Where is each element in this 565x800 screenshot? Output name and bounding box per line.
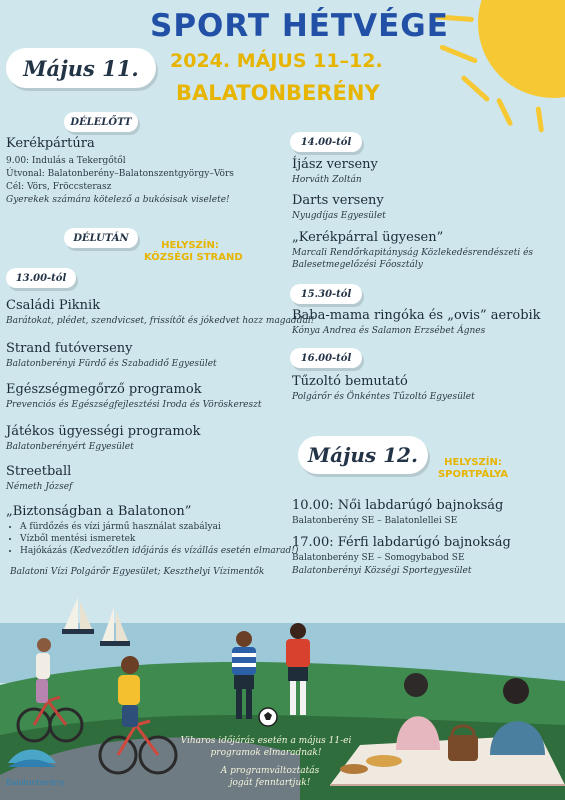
- safety-title: „Biztonságban a Balatonon”: [6, 504, 192, 519]
- run-note: Balatonberényi Fürdő és Szabadidő Egyesület: [6, 359, 217, 369]
- picnic-title: Családi Piknik: [6, 298, 101, 313]
- health-note: Prevenciós és Egészségfejlesztési Iroda és Vöröskereszt: [6, 400, 262, 410]
- streetball-title: Streetball: [6, 464, 72, 479]
- afternoon-time-badge: 13.00-tól: [6, 268, 76, 288]
- time1-badge: 14.00-tól: [290, 132, 362, 152]
- women-match-teams: Balatonberény SE – Balatonlellei SE: [292, 516, 458, 526]
- darts-title: Darts verseny: [292, 193, 384, 208]
- men-match-org: Balatonberényi Községi Sportegyesület: [292, 566, 472, 576]
- safety-list: [6, 521, 298, 557]
- poster-title: SPORT HÉTVÉGE: [150, 8, 449, 44]
- bike-skill-note-1: Marcali Rendőrkapitányság Közlekedésrendészeti és: [292, 248, 534, 258]
- helmet-note: Gyerekek számára kötelező a bukósisak viselete!: [6, 195, 230, 205]
- men-match-title: 17.00: Férfi labdarúgó bajnokság: [292, 535, 511, 550]
- bike-skill-note-2: Balesetmegelőzési Főosztály: [292, 260, 423, 270]
- illustration: [0, 585, 565, 800]
- picnic-note: Barátokat, plédet, szendvicset, frissítőt és jókedvet hozz magaddal!: [6, 316, 315, 326]
- weather-note-line1: Viharos időjárás esetén a május 11-ei: [180, 736, 352, 746]
- day2-venue: HELYSZÍN: SPORTPÁLYA: [437, 457, 509, 480]
- safety-bullet-boat: • Hajókázás (Kedvezőtlen időjárás és vízállás esetén elmarad!): [20, 545, 298, 557]
- sun-ray: [460, 75, 490, 103]
- event-date: 2024. MÁJUS 11–12.: [170, 50, 383, 72]
- aerobic-title: Baba-mama ringóka és „ovis” aerobik: [292, 308, 541, 323]
- safety-org: Balatoni Vízi Polgárőr Egyesület; Keszthelyi Vízimentők: [10, 567, 265, 577]
- sailboat-icon: [62, 597, 94, 634]
- darts-note: Nyugdíjas Egyesület: [292, 211, 386, 221]
- archery-title: Íjász verseny: [292, 157, 378, 172]
- aerobic-note: Kónya Andrea és Salamon Erzsébet Ágnes: [292, 326, 486, 336]
- bike-tour-destination: Cél: Vörs, Fröccsterasz: [6, 182, 112, 192]
- archery-note: Horváth Zoltán: [292, 175, 362, 185]
- firefighter-title: Tűzoltó bemutató: [292, 374, 408, 389]
- sun-ray: [496, 97, 514, 126]
- sun-ray: [439, 44, 478, 64]
- safety-bullet: • Vízből mentési ismeretek: [20, 533, 298, 545]
- sun-icon: [478, 0, 565, 98]
- morning-badge: DÉLELŐTT: [64, 112, 138, 132]
- health-title: Egészségmegőrző programok: [6, 382, 202, 397]
- event-place: BALATONBERÉNY: [176, 81, 380, 105]
- afternoon-venue: HELYSZÍN: KÖZSÉGI STRAND: [144, 240, 243, 263]
- men-match-teams: Balatonberény SE – Somogybabod SE: [292, 553, 465, 563]
- time3-badge: 16.00-tól: [290, 348, 362, 368]
- bike-tour-start: 9.00: Indulás a Tekergőtől: [6, 156, 126, 166]
- bike-skill-title: „Kerékpárral ügyesen”: [292, 230, 444, 245]
- games-title: Játékos ügyességi programok: [6, 424, 201, 439]
- run-title: Strand futóverseny: [6, 341, 133, 356]
- day2-badge: Május 12.: [298, 436, 428, 474]
- time2-badge: 15.30-tól: [290, 284, 362, 304]
- rights-note-line2: jogát fenntartjuk!: [229, 778, 311, 788]
- women-match-title: 10.00: Női labdarúgó bajnokság: [292, 498, 504, 513]
- weather-note-line2: programok elmaradnak!: [210, 748, 322, 758]
- rights-note-line1: A programváltoztatás: [220, 766, 320, 776]
- sun-ray: [536, 106, 545, 132]
- games-note: Balatonberényért Egyesület: [6, 442, 134, 452]
- streetball-note: Németh József: [6, 482, 73, 492]
- safety-bullet: • A fürdőzés és vízi jármű használat szabályai: [20, 521, 298, 533]
- day1-badge: Május 11.: [6, 48, 156, 88]
- bike-tour-title: Kerékpártúra: [6, 136, 95, 151]
- firefighter-note: Polgárőr és Önkéntes Tűzoltó Egyesület: [292, 392, 475, 402]
- afternoon-badge: DÉLUTÁN: [64, 228, 138, 248]
- logo-text: Balatonberény: [6, 778, 65, 787]
- football-icon: [259, 708, 277, 726]
- bike-tour-route: Útvonal: Balatonberény–Balatonszentgyörgy–Vörs: [6, 169, 234, 179]
